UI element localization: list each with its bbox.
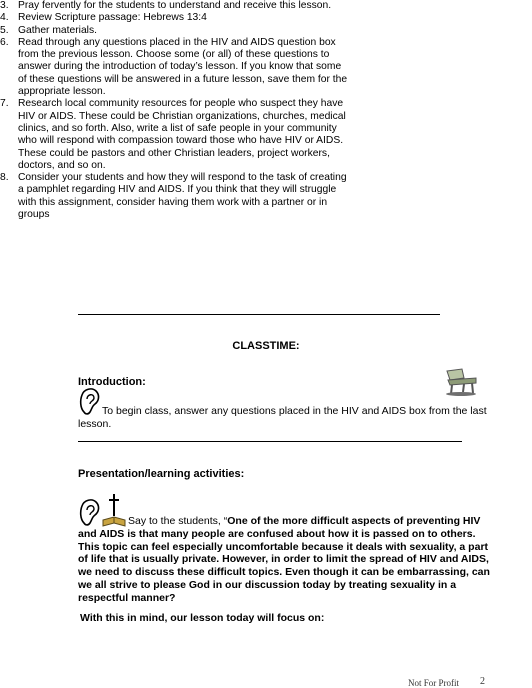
introduction-heading: Introduction:	[78, 376, 146, 388]
preparation-list	[0, 0, 350, 221]
section-divider	[78, 314, 440, 315]
introduction-text: To begin class, answer any questions placed in the HIV and AIDS box from the last lesson.	[78, 405, 487, 430]
list-item: 4. Review Scripture passage: Hebrews 13:4	[0, 12, 207, 24]
desk-chair-icon	[444, 366, 478, 396]
section-divider	[78, 441, 462, 442]
list-item: 8. Consider your students and how they will respond to the task of creating a pamphlet regarding HIV and AIDS. If you think that they will struggle with this assignment, consider having them work with a partner or in groups	[0, 172, 347, 221]
list-item: 7. Research local community resources for people who suspect they have HIV or AIDS. These could be Christian organizations, churches, medical clinics, and so forth. Also, write a list of safe people in your community who will respond with compassion toward those who have HIV or AIDS. These could be pastors and other Christian leaders, project workers, doctors, and so on.	[0, 98, 346, 171]
lesson-focus-text: With this in mind, our lesson today will focus on:	[80, 612, 325, 624]
presentation-heading: Presentation/learning activities:	[78, 468, 245, 480]
list-item: 6. Read through any questions placed in the HIV and AIDS question box from the previous lesson. Choose some (or all) of these questions to answer during the introduction of today’s lesson. If you know that some of these questions will be answered in a future lesson, save them for the appropriate lesson.	[0, 36, 348, 98]
page-number: 2	[480, 676, 485, 687]
list-item: 3. Pray fervently for the students to understand and receive this lesson.	[0, 0, 332, 11]
list-item: 5. Gather materials.	[0, 24, 97, 36]
classtime-heading: CLASSTIME:	[232, 340, 300, 352]
presentation-text: Say to the students, “One of the more difficult aspects of preventing HIV and AIDS is that many people are confused about how it is passed on to others. This topic can feel especially uncomfortable because it deals with sexuality, a part of life that is usually private. However, in order to limit the spread of HIV and AIDS, we need to discuss these difficult topics. Even though it can be embarrassing, can we all strive to please God in our discussion today by treating sexuality in a respectful manner?	[78, 515, 490, 604]
footer-label: Not For Profit	[408, 678, 460, 688]
